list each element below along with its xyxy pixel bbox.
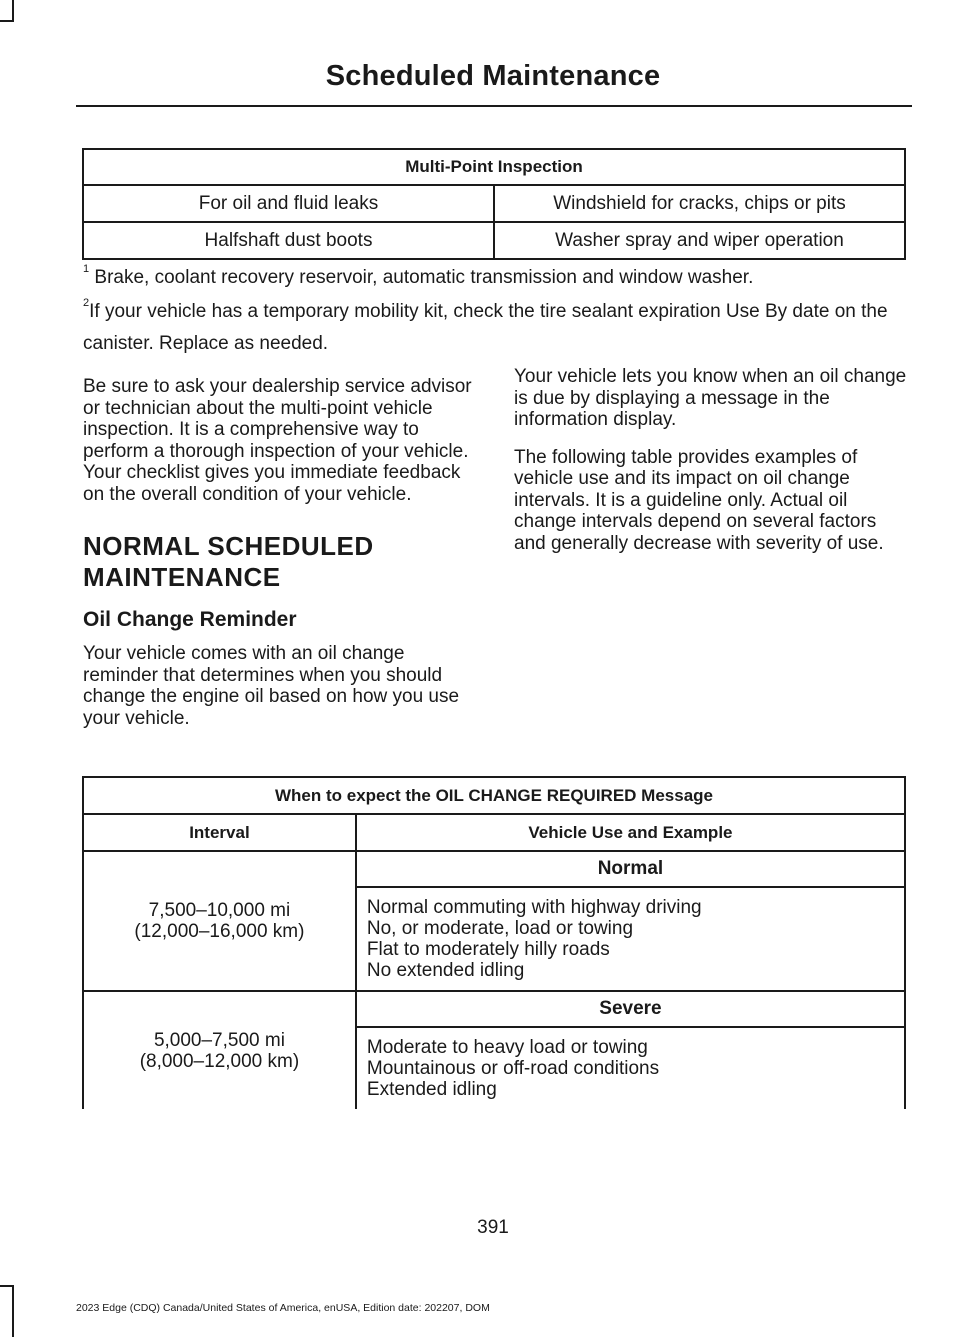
oil-table-intro-paragraph: The following table provides examples of vehicle use and its impact on oil change intervals. It is a guideline only. Actual oil change intervals depend on several factors and generally decrease with severity of use. [514,446,884,554]
left-column [83,376,478,745]
footnote-text: Brake, coolant recovery reservoir, automatic transmission and window washer. [89,267,754,288]
severe-examples-cell [356,1027,905,1109]
table-row [83,185,905,222]
list-item: Flat to moderately hilly roads [366,939,610,960]
table-cell: For oil and fluid leaks [83,185,494,222]
crop-mark [12,0,14,22]
subsection-heading: Oil Change Reminder [83,608,297,631]
section-heading [83,531,478,593]
multi-point-paragraph: Be sure to ask your dealership service advisor or technician about the multi-point vehicle inspection. It is a comprehensive way to perform a thorough inspection of your vehicle. Your checklist gives you immediate feedback on the overall condition of your vehicle. [83,376,472,505]
table-cell: Washer spray and wiper operation [494,222,905,259]
footnote-mark: 2 [83,297,90,309]
normal-examples-cell [356,887,905,991]
table-cell: Windshield for cracks, chips or pits [494,185,905,222]
interval-column-header: Interval [83,814,356,851]
crop-mark [0,20,14,22]
interval-miles: 7,500–10,000 mi [148,900,291,921]
footnote-1 [83,262,913,294]
normal-label: Normal [356,851,905,887]
inspection-table [82,148,906,260]
table-cell: Halfshaft dust boots [83,222,494,259]
header-rule [76,105,912,107]
list-item: Mountainous or off-road conditions [366,1058,660,1079]
oil-reminder-paragraph: Your vehicle comes with an oil change reminder that determines when you should change the engine oil based on how you use your vehicle. [83,643,460,729]
interval-km: (12,000–16,000 km) [134,921,305,942]
footnote-2 [83,296,913,360]
footnote-text: If your vehicle has a temporary mobility kit, check the tire sealant expiration Use By date on the canister. Replace as needed. [83,301,888,354]
interval-km: (8,000–12,000 km) [139,1050,300,1072]
list-item: No extended idling [366,960,525,981]
crop-mark [0,1285,14,1287]
list-item: Moderate to heavy load or towing [366,1037,648,1058]
page-number: 391 [477,1217,509,1238]
list-item: Extended idling [366,1079,497,1100]
oil-message-paragraph: Your vehicle lets you know when an oil change is due by displaying a message in the information display. [514,366,907,430]
interval-miles: 5,000–7,500 mi [153,1029,285,1051]
normal-interval-cell [83,851,356,991]
page-header-title: Scheduled Maintenance [325,60,661,92]
table-row [83,851,905,887]
list-item: Normal commuting with highway driving [366,897,702,918]
edition-footer: 2023 Edge (CDQ) Canada/United States of America, enUSA, Edition date: 202207, DOM [76,1302,490,1314]
list-item: No, or moderate, load or towing [366,918,634,939]
section-heading-line: NORMAL SCHEDULED [83,531,374,561]
section-heading-line: MAINTENANCE [83,562,281,592]
crop-mark [12,1285,14,1337]
table-row [83,991,905,1027]
footnote-mark: 1 [83,263,90,275]
right-column [514,366,909,570]
oil-change-table [82,776,906,1109]
vehicle-use-column-header: Vehicle Use and Example [356,814,905,851]
severe-interval-cell [83,991,356,1109]
table-row [83,222,905,259]
severe-label: Severe [356,991,905,1027]
oil-table-title: When to expect the OIL CHANGE REQUIRED Message [83,777,905,814]
inspection-table-title: Multi-Point Inspection [83,149,905,185]
